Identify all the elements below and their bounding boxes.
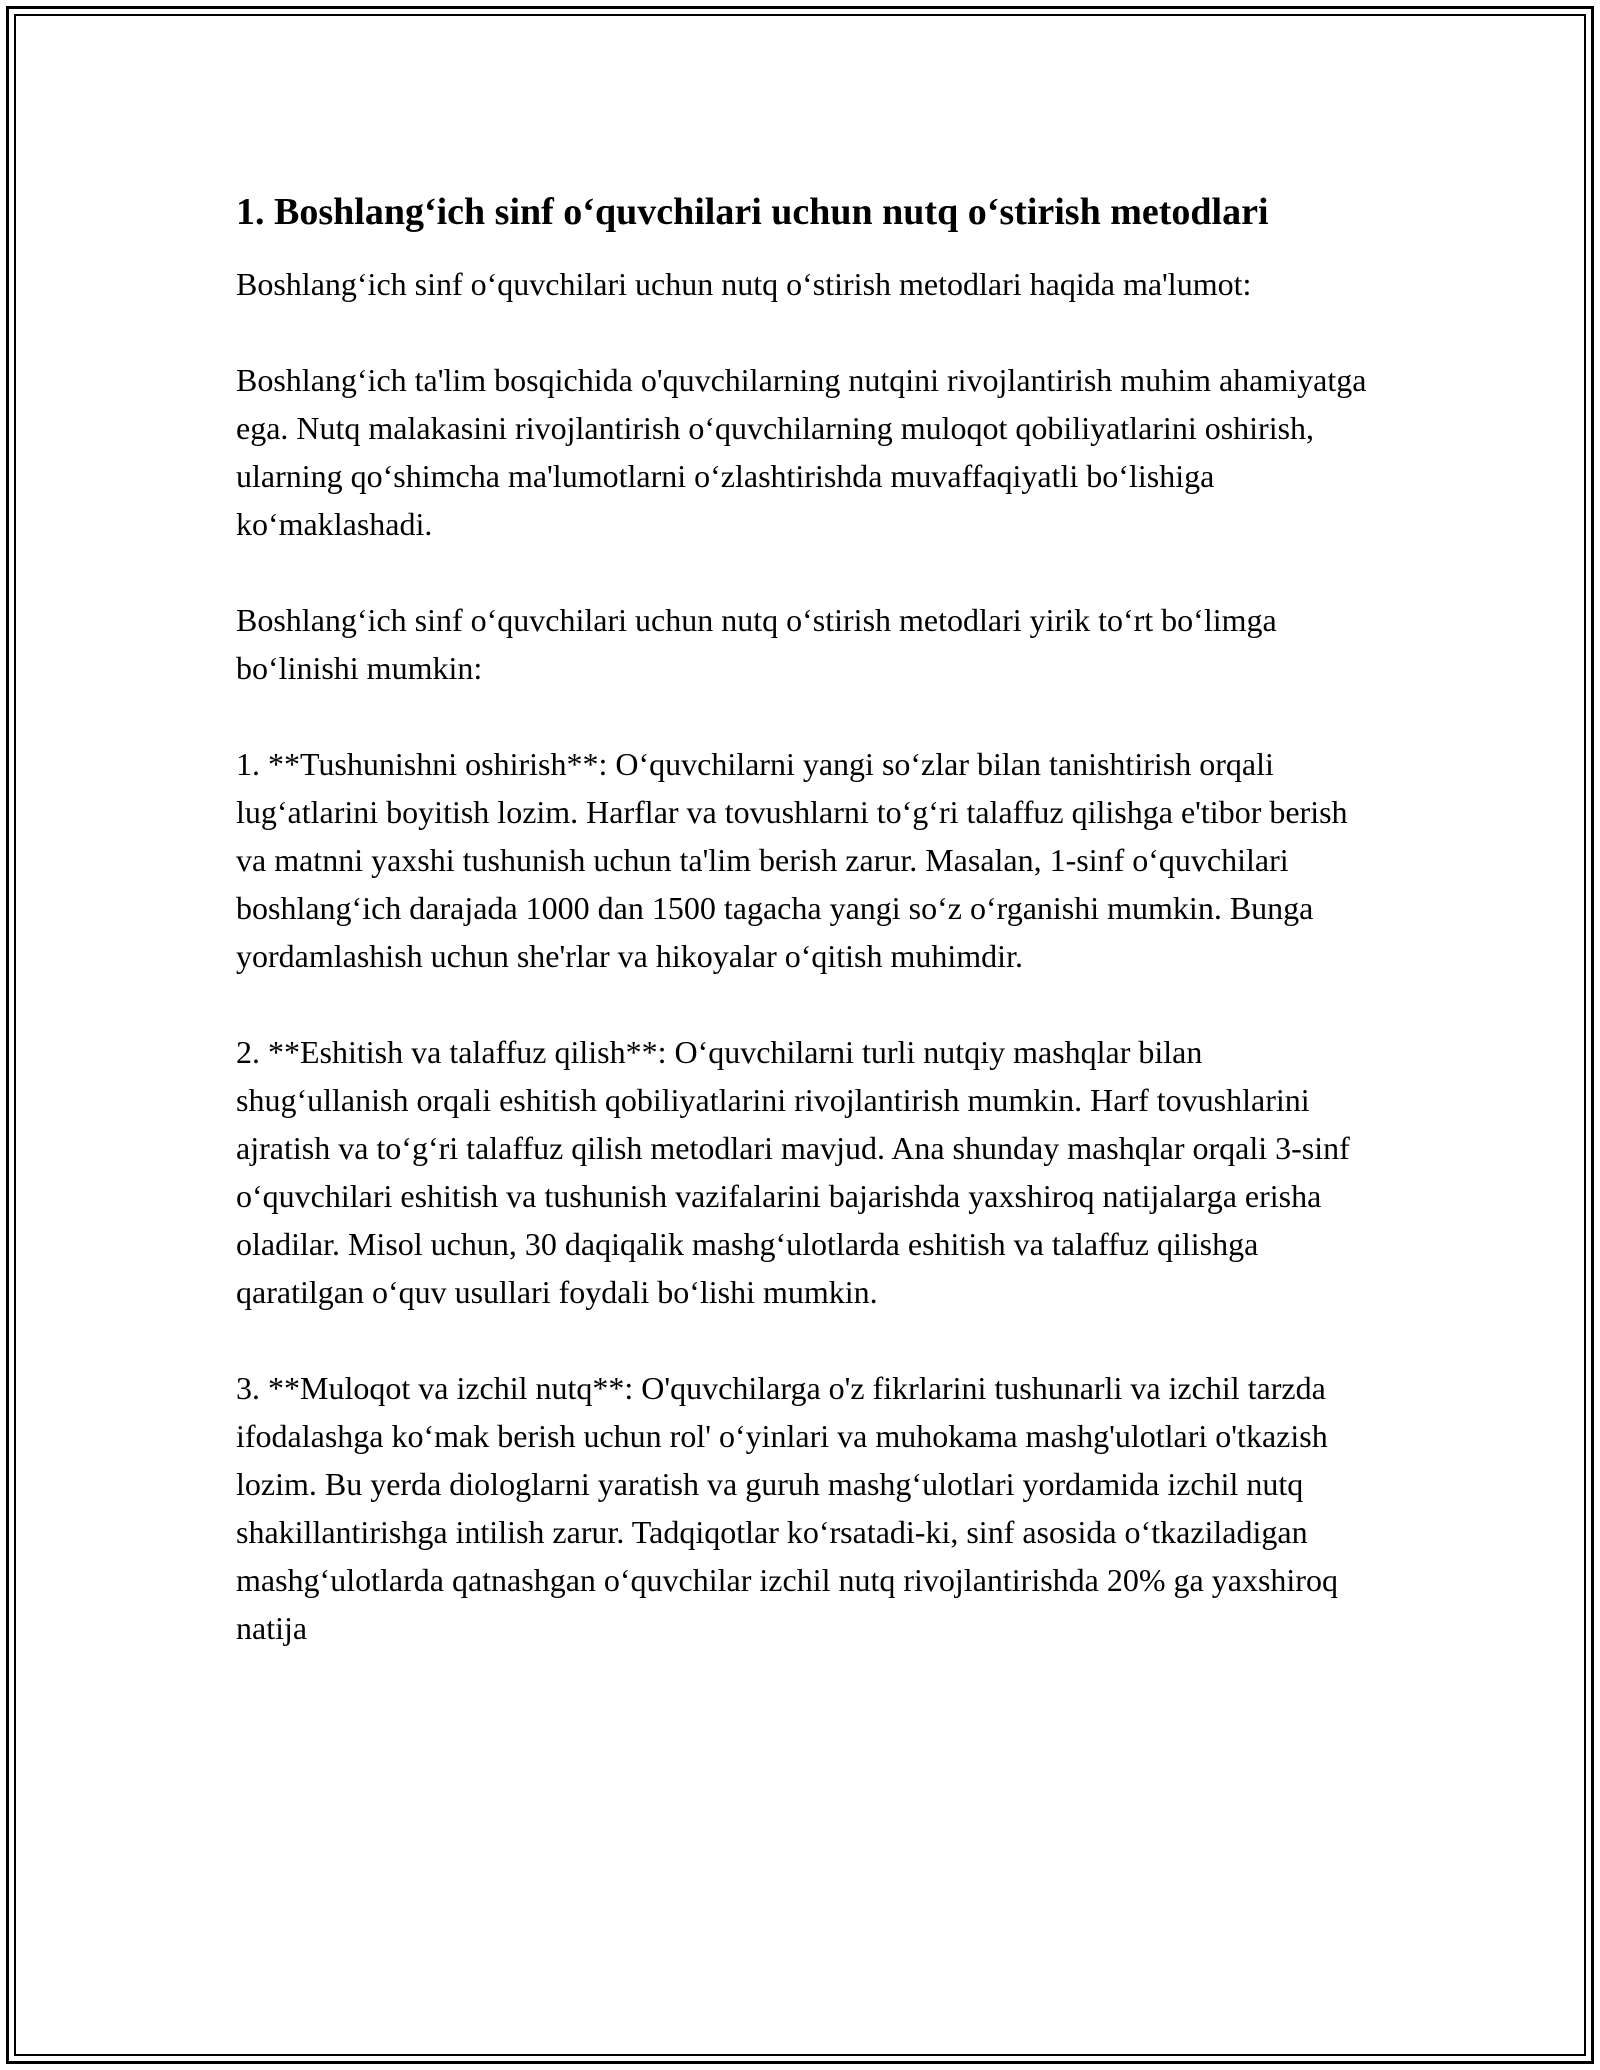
importance-paragraph: Boshlang‘ich ta'lim bosqichida o'quvchilarning nutqini rivojlantirish muhim ahamiyatga ega. Nutq malakasini rivojlantirish o‘quvchilarning muloqot qobiliyatlarini oshirish, ularning qo‘shimcha ma'lumotlarni o‘zlashtirishda muvaffaqiyatli bo‘lishiga ko‘maklashadi. <box>236 362 1367 542</box>
sections-overview-paragraph: Boshlang‘ich sinf o‘quvchilari uchun nutq o‘stirish metodlari yirik to‘rt bo‘limga bo‘linishi mumkin: <box>236 602 1277 686</box>
list-item-listening: 2. **Eshitish va talaffuz qilish**: O‘quvchilarni turli nutqiy mashqlar bilan shug‘ullanish orqali eshitish qobiliyatlarini rivojlantirish mumkin. Harf tovushlarini ajratish va to‘g‘ri talaffuz qilish metodlari mavjud. Ana shunday mashqlar orqali 3-sinf o‘quvchilari eshitish va tushunish vazifalarini bajarishda yaxshiroq natijalarga erisha oladilar. Misol uchun, 30 daqiqalik mashg‘ulotlarda eshitish va talaffuz qilishga qaratilgan o‘quv usullari foydali bo‘lishi mumkin. <box>236 1034 1350 1310</box>
intro-paragraph: Boshlang‘ich sinf o‘quvchilari uchun nutq o‘stirish metodlari haqida ma'lumot: <box>236 266 1252 302</box>
document-body <box>236 184 1376 1652</box>
list-item-understanding: 1. **Tushunishni oshirish**: O‘quvchilarni yangi so‘zlar bilan tanishtirish orqali lug‘atlarini boyitish lozim. Harflar va tovushlarni to‘g‘ri talaffuz qilishga e'tibor berish va matnni yaxshi tushunish uchun ta'lim berish zarur. Masalan, 1-sinf o‘quvchilari boshlang‘ich darajada 1000 dan 1500 tagacha yangi so‘z o‘rganishi mumkin. Bunga yordamlashish uchun she'rlar va hikoyalar o‘qitish muhimdir. <box>236 746 1348 974</box>
section-heading: 1. Boshlang‘ich sinf o‘quvchilari uchun nutq o‘stirish metodlari <box>236 191 1269 233</box>
list-item-communication: 3. **Muloqot va izchil nutq**: O'quvchilarga o'z fikrlarini tushunarli va izchil tarzda ifodalashga ko‘mak berish uchun rol' o‘yinlari va muhokama mashg'ulotlari o'tkazish lozim. Bu yerda diologlarni yaratish va guruh mashg‘ulotlari yordamida izchil nutq shakillantirishga intilish zarur. Tadqiqotlar ko‘rsatadi-ki, sinf asosida o‘tkaziladigan mashg‘ulotlarda qatnashgan o‘quvchilar izchil nutq rivojlantirishda 20% ga yaxshiroq natija <box>236 1370 1338 1646</box>
